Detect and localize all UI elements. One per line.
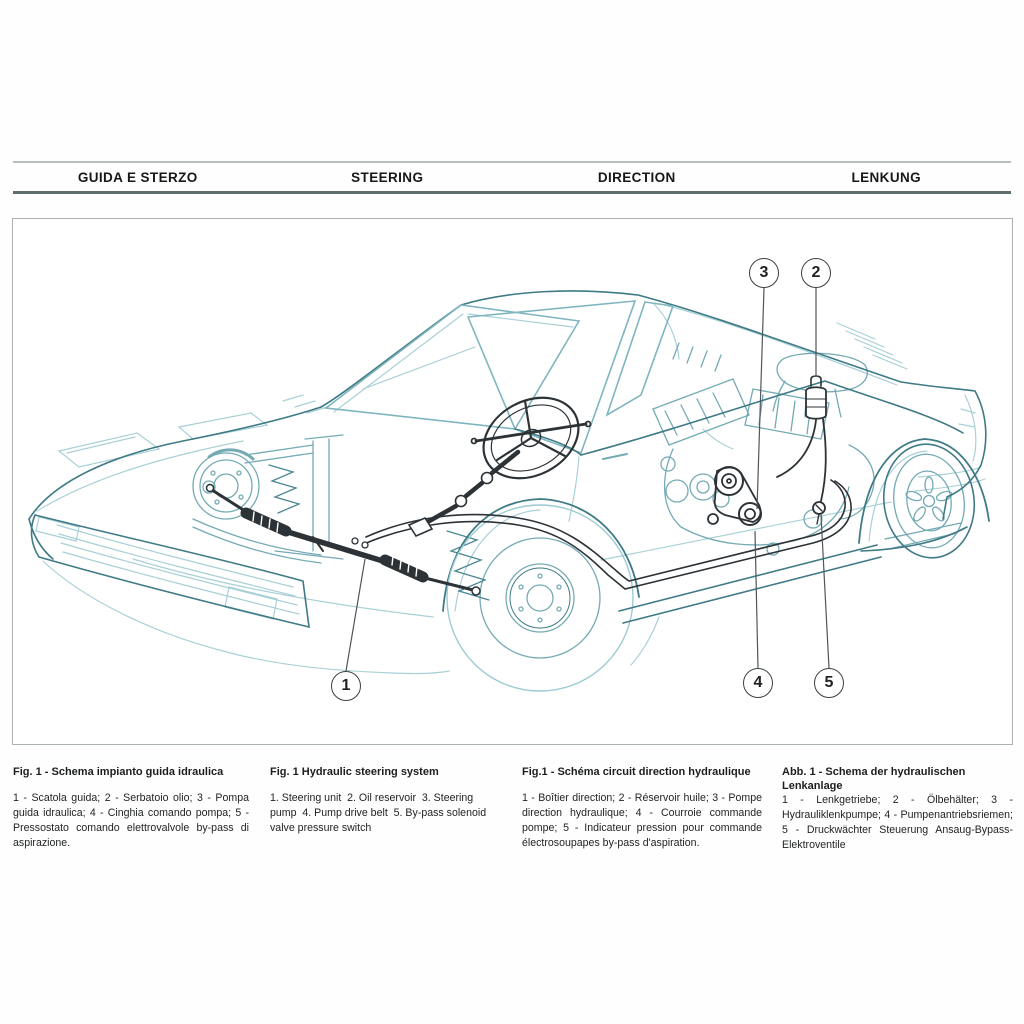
callout-leaders [346,288,829,671]
body-outline [29,291,989,691]
caption-english-title: Fig. 1 Hydraulic steering system [270,766,439,778]
caption-german-title: Abb. 1 - Schema der hydraulischen Lenkanlage [782,766,966,792]
caption-english [270,765,502,836]
header-french: DIRECTION [597,169,676,185]
callout-5: 5 [814,668,844,698]
caption-french [522,765,762,851]
body-light-lines [36,303,985,674]
section-header [13,165,1011,189]
car-cutaway-illustration [13,219,1012,744]
header-german: LENKUNG [851,169,922,185]
caption-german [782,765,1013,853]
leader-1 [346,559,365,671]
leader-4 [755,531,758,668]
callout-2: 2 [801,258,831,288]
caption-italian-title: Fig. 1 - Schema impianto guida idraulica [13,766,224,778]
steering-system [207,376,852,595]
caption-german-body: 1 - Lenkgetriebe; 2 - Ölbehälter; 3 - Hydrauliklenkpumpe; 4 - Pumpenantriebsriemen; 5 - Druckwächter Steuerung Ansaug-Bypass-Elektroventile [782,794,1013,851]
caption-french-body: 1 - Boîtier direction; 2 - Réservoir huile; 3 - Pompe direction hydraulique; 4 - Courroie commande pompe; 5 - Indicateur pression pour commande électrosoupapes by-pass d'aspiration. [522,792,762,849]
pressure-switch [813,502,825,524]
figure-frame [12,218,1013,745]
callout-1: 1 [331,671,361,701]
caption-english-body: 1. Steering unit 2. Oil reservoir 3. Steering pump 4. Pump drive belt 5. By-pass solenoid valve pressure switch [270,792,490,834]
header-italian: GUIDA E STERZO [77,169,198,185]
callout-4: 4 [743,668,773,698]
caption-french-title: Fig.1 - Schéma circuit direction hydraulique [522,766,751,778]
steering-pump [708,467,761,525]
hydraulic-pipe-1 [366,480,845,581]
callout-3: 3 [749,258,779,288]
caption-italian-body: 1 - Scatola guida; 2 - Serbatoio olio; 3 - Pompa guida idraulica; 4 - Cinghia comando pompa; 5 - Pressostato comando elettrovalvole by-pass di aspirazione. [13,792,249,849]
figure-captions [13,765,1014,885]
header-rule-top [13,161,1011,163]
header-english: STEERING [351,169,424,185]
caption-italian [13,765,249,851]
header-rule-bottom [13,191,1011,194]
